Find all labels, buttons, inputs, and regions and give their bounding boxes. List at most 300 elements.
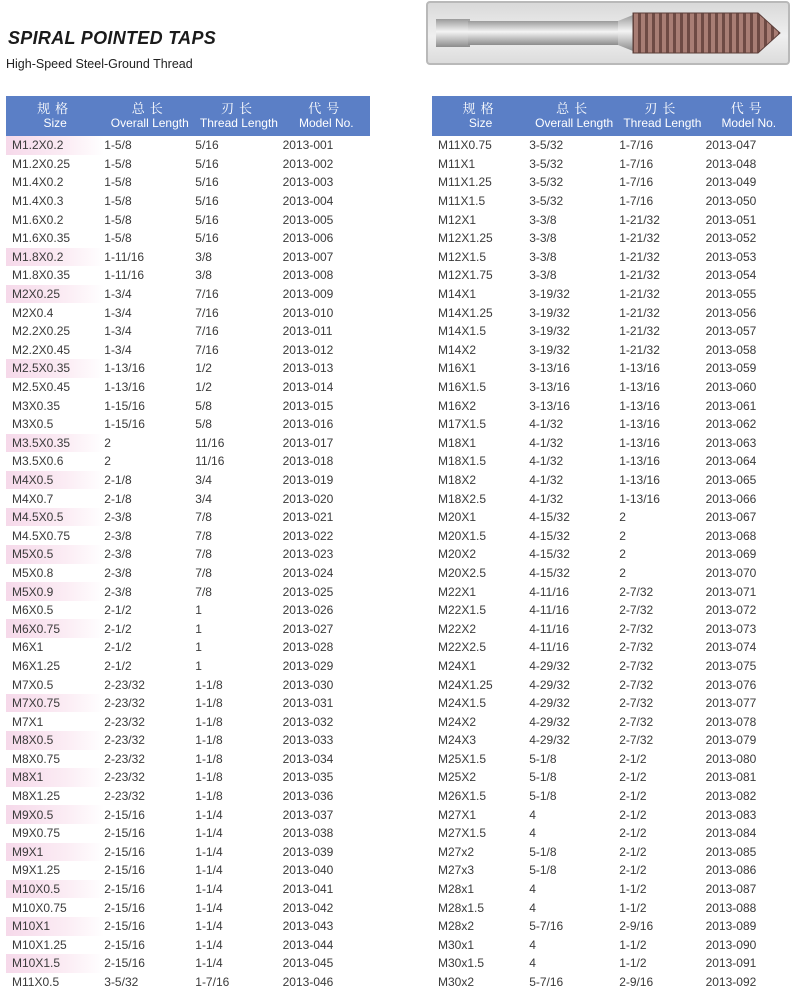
overall-length-cell: 2-15/16 [104, 807, 145, 822]
table-row [6, 192, 370, 211]
size-cell: M6X0.5 [12, 603, 54, 618]
size-cell: M4.5X0.75 [12, 528, 71, 543]
thread-length-cell: 1-7/16 [619, 194, 654, 209]
model-no-cell: 2013-027 [282, 621, 334, 636]
model-no-cell: 2013-013 [282, 361, 334, 376]
overall-length-cell: 2-23/32 [104, 789, 145, 804]
table-row [432, 489, 792, 508]
model-no-cell: 2013-055 [705, 287, 757, 302]
size-cell: M28x1.5 [438, 900, 485, 915]
thread-length-cell: 1-1/4 [195, 900, 223, 915]
overall-length-cell: 5-1/8 [529, 863, 557, 878]
thread-length-cell: 2-7/32 [619, 733, 654, 748]
overall-length-cell: 3-3/8 [529, 231, 557, 246]
model-no-cell: 2013-041 [282, 882, 334, 897]
model-no-cell: 2013-054 [705, 268, 757, 283]
table-row [6, 787, 370, 806]
overall-length-cell: 2-15/16 [104, 826, 145, 841]
model-no-cell: 2013-069 [705, 547, 757, 562]
model-no-cell: 2013-058 [705, 342, 757, 357]
size-cell: M20X2.5 [438, 565, 487, 580]
thread-length-cell: 1 [195, 640, 202, 655]
size-cell: M18X1 [438, 435, 477, 450]
model-no-cell: 2013-091 [705, 956, 757, 971]
size-cell: M24X2 [438, 714, 477, 729]
thread-length-cell: 2-7/32 [619, 584, 654, 599]
thread-length-cell: 2-9/16 [619, 975, 654, 990]
overall-length-cell: 1-3/4 [104, 305, 132, 320]
table-row [432, 471, 792, 490]
size-cell: M10X0.75 [12, 900, 67, 915]
size-cell: M16X2 [438, 398, 477, 413]
table-row [432, 768, 792, 787]
thread-length-cell: 2 [619, 565, 626, 580]
table-row [432, 136, 792, 155]
table-row [432, 936, 792, 955]
table-row [432, 973, 792, 992]
size-cell: M9X0.5 [6, 805, 104, 824]
overall-length-cell: 4-1/32 [529, 472, 564, 487]
thread-length-cell: 7/16 [195, 287, 219, 302]
table-row [6, 917, 370, 936]
model-no-cell: 2013-031 [282, 696, 334, 711]
thread-length-cell: 2-7/32 [619, 658, 654, 673]
table-row [6, 936, 370, 955]
overall-length-cell: 4 [529, 882, 536, 897]
thread-length-cell: 1-21/32 [619, 305, 660, 320]
model-no-cell: 2013-071 [705, 584, 757, 599]
model-no-cell: 2013-092 [705, 975, 757, 990]
thread-length-cell: 7/16 [195, 324, 219, 339]
thread-length-cell: 1-1/8 [195, 770, 223, 785]
size-cell: M12X1.5 [438, 249, 487, 264]
size-cell: M14X2 [438, 342, 477, 357]
thread-length-cell: 1-1/4 [195, 919, 223, 934]
table-row [432, 917, 792, 936]
model-no-cell: 2013-034 [282, 751, 334, 766]
overall-length-cell: 1-5/8 [104, 231, 132, 246]
overall-length-cell: 4-11/16 [529, 640, 569, 655]
size-cell: M12X1 [438, 212, 477, 227]
size-cell: M6X1.25 [12, 658, 61, 673]
thread-length-cell: 5/16 [195, 194, 219, 209]
size-cell: M2.2X0.25 [12, 324, 71, 339]
size-cell: M18X2 [438, 472, 477, 487]
thread-length-cell: 1-21/32 [619, 287, 660, 302]
size-cell: M22X2.5 [438, 640, 487, 655]
size-cell: M8X0.75 [12, 751, 61, 766]
model-no-cell: 2013-025 [282, 584, 334, 599]
thread-length-cell: 5/16 [195, 212, 219, 227]
table-row [6, 136, 370, 155]
model-no-cell: 2013-043 [282, 919, 334, 934]
model-no-cell: 2013-072 [705, 603, 757, 618]
overall-length-cell: 2-1/2 [104, 603, 132, 618]
size-cell: M1.4X0.2 [12, 175, 64, 190]
table-row [432, 824, 792, 843]
size-cell: M11X1.5 [438, 194, 486, 209]
size-cell: M6X0.75 [6, 619, 104, 638]
thread-length-cell: 3/8 [195, 249, 212, 264]
overall-length-cell: 3-19/32 [529, 305, 570, 320]
table-row [6, 694, 370, 713]
model-no-cell: 2013-080 [705, 751, 757, 766]
model-no-cell: 2013-048 [705, 156, 757, 171]
model-no-cell: 2013-044 [282, 937, 334, 952]
size-cell: M11X0.75 [438, 138, 492, 153]
thread-length-cell: 1-21/32 [619, 249, 660, 264]
thread-length-cell: 5/8 [195, 398, 212, 413]
table-row [432, 694, 792, 713]
model-no-cell: 2013-028 [282, 640, 334, 655]
table-row [6, 396, 370, 415]
table-row [6, 564, 370, 583]
table-row [6, 973, 370, 992]
overall-length-cell: 3-19/32 [529, 324, 570, 339]
table-row [6, 582, 370, 601]
table-row [432, 434, 792, 453]
size-cell: M20X1 [438, 510, 477, 525]
thread-length-cell: 2-1/2 [619, 844, 647, 859]
overall-length-cell: 1-5/8 [104, 156, 132, 171]
table-row [6, 341, 370, 360]
thread-length-cell: 3/4 [195, 472, 212, 487]
model-no-cell: 2013-084 [705, 826, 757, 841]
thread-length-cell: 11/16 [195, 435, 225, 450]
size-cell: M3X0.35 [12, 398, 61, 413]
table-row [432, 508, 792, 527]
table-row [6, 657, 370, 676]
size-cell: M7X1 [12, 714, 44, 729]
table-row [432, 898, 792, 917]
model-no-cell: 2013-023 [282, 547, 334, 562]
table-row [6, 415, 370, 434]
spec-table-right [432, 96, 792, 991]
header-model-no: 代号 Model No. [706, 96, 792, 136]
thread-length-cell: 2-1/2 [619, 751, 647, 766]
model-no-cell: 2013-090 [705, 937, 757, 952]
model-no-cell: 2013-073 [705, 621, 757, 636]
model-no-cell: 2013-051 [705, 212, 757, 227]
overall-length-cell: 1-11/16 [104, 268, 145, 283]
size-cell: M6X1 [12, 640, 44, 655]
overall-length-cell: 2-15/16 [104, 956, 145, 971]
size-cell: M12X1.25 [438, 231, 493, 246]
thread-length-cell: 1-1/4 [195, 844, 223, 859]
overall-length-cell: 4-29/32 [529, 658, 570, 673]
table-row [6, 768, 370, 787]
thread-length-cell: 1-13/16 [619, 435, 660, 450]
size-cell: M12X1.75 [438, 268, 493, 283]
overall-length-cell: 5-1/8 [529, 751, 557, 766]
spiral-tap-illustration [428, 3, 788, 63]
thread-length-cell: 1/2 [195, 380, 212, 395]
overall-length-cell: 4-11/16 [529, 584, 569, 599]
table-row [6, 285, 370, 304]
model-no-cell: 2013-060 [705, 380, 757, 395]
model-no-cell: 2013-039 [282, 844, 334, 859]
size-cell: M3.5X0.6 [12, 454, 64, 469]
size-cell: M11X1 [438, 156, 476, 171]
overall-length-cell: 2-1/8 [104, 491, 132, 506]
model-no-cell: 2013-082 [705, 789, 757, 804]
model-no-cell: 2013-003 [282, 175, 334, 190]
size-cell: M25X1.5 [438, 751, 487, 766]
overall-length-cell: 1-15/16 [104, 398, 145, 413]
size-cell: M3.5X0.35 [6, 434, 104, 453]
model-no-cell: 2013-086 [705, 863, 757, 878]
table-row [6, 248, 370, 267]
model-no-cell: 2013-009 [282, 287, 334, 302]
thread-length-cell: 1-1/4 [195, 807, 223, 822]
thread-length-cell: 1-1/8 [195, 696, 223, 711]
thread-length-cell: 1 [195, 658, 202, 673]
overall-length-cell: 4-29/32 [529, 733, 570, 748]
thread-length-cell: 3/4 [195, 491, 212, 506]
size-cell: M22X2 [438, 621, 477, 636]
size-cell: M22X1 [438, 584, 477, 599]
table-row [6, 619, 370, 638]
thread-length-cell: 1-1/4 [195, 937, 223, 952]
model-no-cell: 2013-083 [705, 807, 757, 822]
overall-length-cell: 1-5/8 [104, 138, 132, 153]
size-cell: M26X1.5 [438, 789, 487, 804]
size-cell: M1.2X0.25 [12, 156, 71, 171]
table-row [6, 303, 370, 322]
thread-length-cell: 1-1/4 [195, 826, 223, 841]
table-row [432, 880, 792, 899]
table-row [432, 229, 792, 248]
model-no-cell: 2013-077 [705, 696, 757, 711]
thread-length-cell: 1-21/32 [619, 342, 660, 357]
table-row [432, 638, 792, 657]
model-no-cell: 2013-018 [282, 454, 334, 469]
thread-length-cell: 1-1/2 [619, 956, 647, 971]
overall-length-cell: 4-11/16 [529, 603, 569, 618]
thread-length-cell: 1-1/2 [619, 937, 647, 952]
table-row [6, 824, 370, 843]
overall-length-cell: 2-3/8 [104, 547, 132, 562]
overall-length-cell: 3-19/32 [529, 287, 570, 302]
overall-length-cell: 5-1/8 [529, 789, 557, 804]
model-no-cell: 2013-026 [282, 603, 334, 618]
model-no-cell: 2013-007 [282, 249, 334, 264]
overall-length-cell: 4-11/16 [529, 621, 569, 636]
size-cell: M16X1 [438, 361, 477, 376]
table-row [432, 248, 792, 267]
model-no-cell: 2013-078 [705, 714, 757, 729]
thread-length-cell: 1-1/8 [195, 789, 223, 804]
table-row [6, 731, 370, 750]
table-row [432, 657, 792, 676]
size-cell: M11X0.5 [12, 975, 60, 990]
size-cell: M2.2X0.45 [12, 342, 71, 357]
table-row [6, 675, 370, 694]
model-no-cell: 2013-029 [282, 658, 334, 673]
table-row [432, 378, 792, 397]
overall-length-cell: 2-15/16 [104, 900, 145, 915]
thread-length-cell: 1-1/8 [195, 677, 223, 692]
overall-length-cell: 4-1/32 [529, 491, 564, 506]
thread-length-cell: 2 [619, 528, 626, 543]
overall-length-cell: 2-15/16 [104, 844, 145, 859]
model-no-cell: 2013-059 [705, 361, 757, 376]
overall-length-cell: 2-23/32 [104, 733, 145, 748]
size-cell: M20X2 [438, 547, 477, 562]
table-row [6, 638, 370, 657]
model-no-cell: 2013-045 [282, 956, 334, 971]
overall-length-cell: 3-5/32 [529, 156, 564, 171]
overall-length-cell: 4-29/32 [529, 696, 570, 711]
overall-length-cell: 4 [529, 826, 536, 841]
thread-length-cell: 5/16 [195, 175, 219, 190]
overall-length-cell: 4-29/32 [529, 677, 570, 692]
overall-length-cell: 2-15/16 [104, 882, 145, 897]
size-cell: M3X0.5 [12, 417, 54, 432]
thread-length-cell: 2-7/32 [619, 640, 654, 655]
size-cell: M1.8X0.35 [12, 268, 71, 283]
table-row [6, 173, 370, 192]
page-title: SPIRAL POINTED TAPS [8, 28, 217, 48]
thread-length-cell: 5/16 [195, 231, 219, 246]
table-row [432, 843, 792, 862]
header-overall-length: 总长 Overall Length [104, 96, 195, 136]
table-row [6, 210, 370, 229]
thread-length-cell: 2-1/2 [619, 770, 647, 785]
size-cell: M10X0.5 [6, 880, 104, 899]
overall-length-cell: 2-3/8 [104, 565, 132, 580]
overall-length-cell: 1-5/8 [104, 212, 132, 227]
size-cell: M5X0.9 [6, 582, 104, 601]
overall-length-cell: 1-3/4 [104, 324, 132, 339]
size-cell: M10X1.5 [6, 954, 104, 973]
thread-length-cell: 1-13/16 [619, 361, 660, 376]
model-no-cell: 2013-004 [282, 194, 334, 209]
overall-length-cell: 4 [529, 900, 536, 915]
model-no-cell: 2013-014 [282, 380, 334, 395]
overall-length-cell: 2-3/8 [104, 528, 132, 543]
overall-length-cell: 4-15/32 [529, 547, 570, 562]
table-row [432, 210, 792, 229]
model-no-cell: 2013-036 [282, 789, 334, 804]
thread-length-cell: 2-9/16 [619, 919, 654, 934]
thread-length-cell: 1-7/16 [619, 175, 654, 190]
size-cell: M9X1 [6, 843, 104, 862]
table-row [432, 564, 792, 583]
size-cell: M11X1.25 [438, 175, 492, 190]
overall-length-cell: 2-1/2 [104, 658, 132, 673]
thread-length-cell: 1-21/32 [619, 324, 660, 339]
size-cell: M1.8X0.2 [6, 248, 104, 267]
model-no-cell: 2013-089 [705, 919, 757, 934]
overall-length-cell: 3-13/16 [529, 380, 570, 395]
size-cell: M22X1.5 [438, 603, 487, 618]
size-cell: M2X0.4 [12, 305, 54, 320]
table-row [432, 861, 792, 880]
thread-length-cell: 1-21/32 [619, 231, 660, 246]
thread-length-cell: 1-1/4 [195, 956, 223, 971]
overall-length-cell: 2-15/16 [104, 863, 145, 878]
thread-length-cell: 7/8 [195, 565, 212, 580]
table-row [6, 229, 370, 248]
model-no-cell: 2013-038 [282, 826, 334, 841]
overall-length-cell: 3-13/16 [529, 398, 570, 413]
table-row [6, 452, 370, 471]
table-row [432, 601, 792, 620]
overall-length-cell: 1-5/8 [104, 175, 132, 190]
model-no-cell: 2013-012 [282, 342, 334, 357]
model-no-cell: 2013-076 [705, 677, 757, 692]
thread-length-cell: 1-21/32 [619, 212, 660, 227]
thread-length-cell: 1-1/2 [619, 882, 647, 897]
thread-length-cell: 7/16 [195, 342, 219, 357]
thread-length-cell: 1-1/2 [619, 900, 647, 915]
model-no-cell: 2013-068 [705, 528, 757, 543]
header-overall-length: 总长 Overall Length [529, 96, 619, 136]
table-row [432, 954, 792, 973]
table-row [432, 341, 792, 360]
overall-length-cell: 2 [104, 435, 111, 450]
size-cell: M30x2 [438, 975, 475, 990]
overall-length-cell: 4-15/32 [529, 528, 570, 543]
table-row [432, 731, 792, 750]
model-no-cell: 2013-074 [705, 640, 757, 655]
overall-length-cell: 4 [529, 807, 536, 822]
overall-length-cell: 2-23/32 [104, 677, 145, 692]
overall-length-cell: 1-15/16 [104, 417, 145, 432]
overall-length-cell: 4-15/32 [529, 565, 570, 580]
size-cell: M28x1 [438, 882, 475, 897]
model-no-cell: 2013-061 [705, 398, 757, 413]
model-no-cell: 2013-008 [282, 268, 334, 283]
model-no-cell: 2013-021 [282, 510, 334, 525]
size-cell: M30x1.5 [438, 956, 485, 971]
model-no-cell: 2013-066 [705, 491, 757, 506]
overall-length-cell: 5-1/8 [529, 770, 557, 785]
size-cell: M4.5X0.5 [6, 508, 104, 527]
overall-length-cell: 4-15/32 [529, 510, 570, 525]
table-row [6, 898, 370, 917]
size-cell: M20X1.5 [438, 528, 487, 543]
size-cell: M7X0.75 [6, 694, 104, 713]
model-no-cell: 2013-081 [705, 770, 757, 785]
table-row [432, 619, 792, 638]
model-no-cell: 2013-053 [705, 249, 757, 264]
table-row [432, 712, 792, 731]
thread-length-cell: 1-1/8 [195, 751, 223, 766]
size-cell: M27X1.5 [438, 826, 487, 841]
model-no-cell: 2013-019 [282, 472, 334, 487]
size-cell: M27x3 [438, 863, 475, 878]
thread-length-cell: 1-1/8 [195, 714, 223, 729]
header-size: 规格 Size [6, 96, 104, 136]
size-cell: M8X1 [6, 768, 104, 787]
overall-length-cell: 2-15/16 [104, 919, 145, 934]
model-no-cell: 2013-001 [282, 138, 334, 153]
size-cell: M24X1.25 [438, 677, 493, 692]
thread-length-cell: 5/8 [195, 417, 212, 432]
model-no-cell: 2013-050 [705, 194, 757, 209]
size-cell: M17X1.5 [438, 417, 487, 432]
size-cell: M14X1.25 [438, 305, 493, 320]
model-no-cell: 2013-056 [705, 305, 757, 320]
model-no-cell: 2013-088 [705, 900, 757, 915]
header-thread-length: 刃长 Thread Length [195, 96, 282, 136]
overall-length-cell: 1-3/4 [104, 342, 132, 357]
size-cell: M28x2 [438, 919, 475, 934]
model-no-cell: 2013-002 [282, 156, 334, 171]
model-no-cell: 2013-040 [282, 863, 334, 878]
